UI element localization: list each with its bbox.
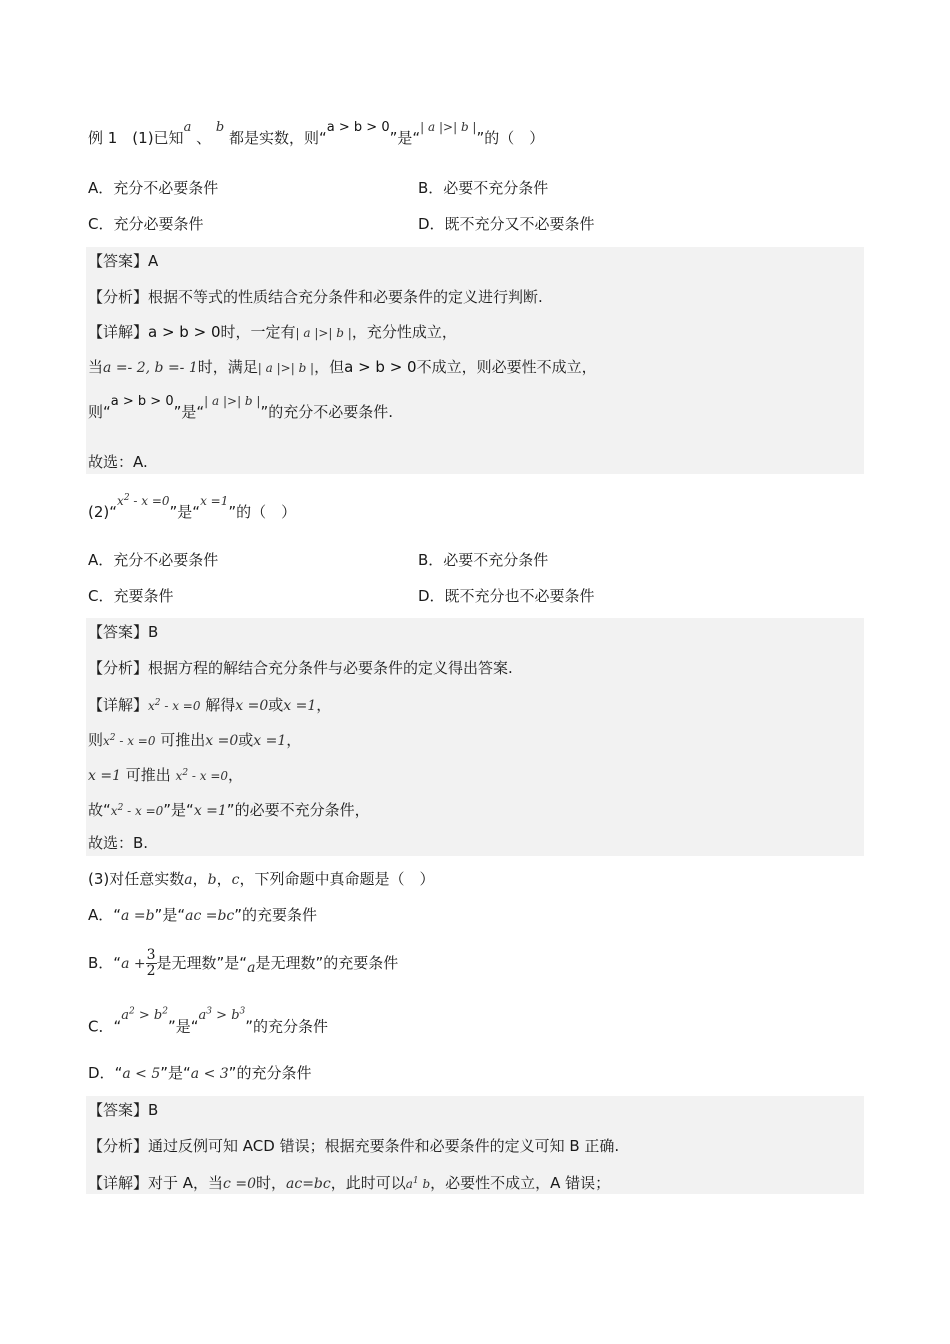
- math-equation: $x^2 - x =0$: [103, 733, 156, 748]
- q2-detail-line-2: 则$x^2 - x =0$ 可推出x =0或x =1，: [88, 731, 302, 749]
- option-b[interactable]: B．必要不充分条件: [418, 179, 549, 197]
- option-d[interactable]: D．既不充分也不必要条件: [418, 587, 595, 605]
- math-equation: $x^2 - x =0$: [110, 803, 164, 818]
- q2-analysis: 【分析】根据方程的解结合充分条件与必要条件的定义得出答案.: [88, 659, 513, 677]
- q2-stem: (2)“$^{x^2 - x =0}$”是“$^{x =1}$”的（ ）: [88, 493, 297, 521]
- math-condition: | a |>| b |: [295, 326, 352, 340]
- q3-analysis: 【分析】通过反例可知 ACD 错误；根据充要条件和必要条件的定义可知 B 正确.: [88, 1137, 620, 1155]
- q1-conclusion: 故选：A.: [88, 453, 148, 471]
- math-inequality: $a^2 > b^2$: [121, 1007, 168, 1024]
- math-condition: a > b > 0: [344, 358, 417, 376]
- q3-detail-line-1: 【详解】对于 A，当c =0时，ac=bc，此时可以$a^1$ b，必要性不成立，A 错误；: [88, 1174, 611, 1192]
- q2-detail-line-3: x =1 可推出 $x^2 - x =0$，: [88, 766, 244, 784]
- math-var-b: b: [215, 120, 225, 135]
- math-expression: a =- 2, b =- 1: [103, 360, 198, 376]
- option-c[interactable]: C．“$a^2 > b^2$”是“$a^3 > b^3$”的充分条件: [88, 1007, 329, 1036]
- math-condition: a > b > 0: [110, 394, 174, 409]
- q1-detail-line-1: 【详解】a > b > 0时，一定有| a |>| b |，充分性成立，: [88, 323, 457, 341]
- q2-detail-line-1: 【详解】$x^2 - x =0$ 解得x =0或x =1，: [88, 696, 332, 714]
- math-condition: x2 - x =0: [117, 493, 170, 508]
- math-var-b: b: [207, 872, 217, 888]
- math-condition: x =1: [200, 494, 229, 508]
- math-equation: $x^2 - x =0$: [175, 768, 229, 783]
- math-condition: | a |>| b |: [257, 361, 315, 375]
- option-a[interactable]: A．充分不必要条件: [88, 179, 219, 197]
- math-equation: $x^2 - x =0$: [148, 698, 201, 713]
- math-condition: a > b > 0: [148, 323, 221, 341]
- q1-detail-line-2: 当a =- 2, b =- 1时，满足| a |>| b |，但a > b > 0不成立，则必要性不成立，: [88, 358, 597, 376]
- q3-answer: 【答案】B: [88, 1101, 159, 1119]
- q1-answer: 【答案】A: [88, 252, 159, 270]
- option-d[interactable]: D．“a < 5”是“a < 3”的充分条件: [88, 1064, 312, 1082]
- option-c[interactable]: C．充分必要条件: [88, 215, 204, 233]
- q1-analysis: 【分析】根据不等式的性质结合充分条件和必要条件的定义进行判断.: [88, 288, 543, 306]
- math-var-a: a: [184, 872, 193, 888]
- option-a[interactable]: A．充分不必要条件: [88, 551, 219, 569]
- q2-conclusion: 故选：B.: [88, 834, 149, 852]
- q2-detail-line-4: 故“$x^2 - x =0$”是“x =1”的必要不充分条件，: [88, 801, 370, 819]
- math-condition: a > b > 0: [326, 120, 390, 135]
- math-var-a: a: [183, 120, 192, 135]
- math-condition: | a |>| b |: [420, 120, 477, 134]
- math-condition: | a |>| b |: [204, 394, 261, 408]
- math-inequality: $a^3 > b^3$: [198, 1007, 246, 1024]
- option-c[interactable]: C．充要条件: [88, 587, 174, 605]
- option-b[interactable]: B．必要不充分条件: [418, 551, 549, 569]
- q1-detail-line-3: 则“a > b > 0”是“$^{| a |>| b |}$”的充分不必要条件.: [88, 394, 394, 421]
- math-expression: $a^1$ b: [405, 1176, 431, 1191]
- math-fraction: $\frac{3}{2}$: [146, 947, 156, 979]
- option-b[interactable]: B．“a + $\frac{3}{2}$ 是无理数”是“a是无理数”的充要条件: [88, 947, 399, 979]
- option-d[interactable]: D．既不充分又不必要条件: [418, 215, 595, 233]
- math-var-c: c: [231, 872, 240, 888]
- q3-stem: (3)对任意实数a，b，c，下列命题中真命题是（ ）: [88, 870, 435, 888]
- q1-stem: 例 1 (1)已知a 、 b 都是实数，则“a > b > 0”是“$^{| a |>| b |}$”的（ ）: [88, 120, 545, 147]
- q2-answer: 【答案】B: [88, 623, 159, 641]
- option-a[interactable]: A．“a =b”是“ac =bc”的充要条件: [88, 906, 318, 924]
